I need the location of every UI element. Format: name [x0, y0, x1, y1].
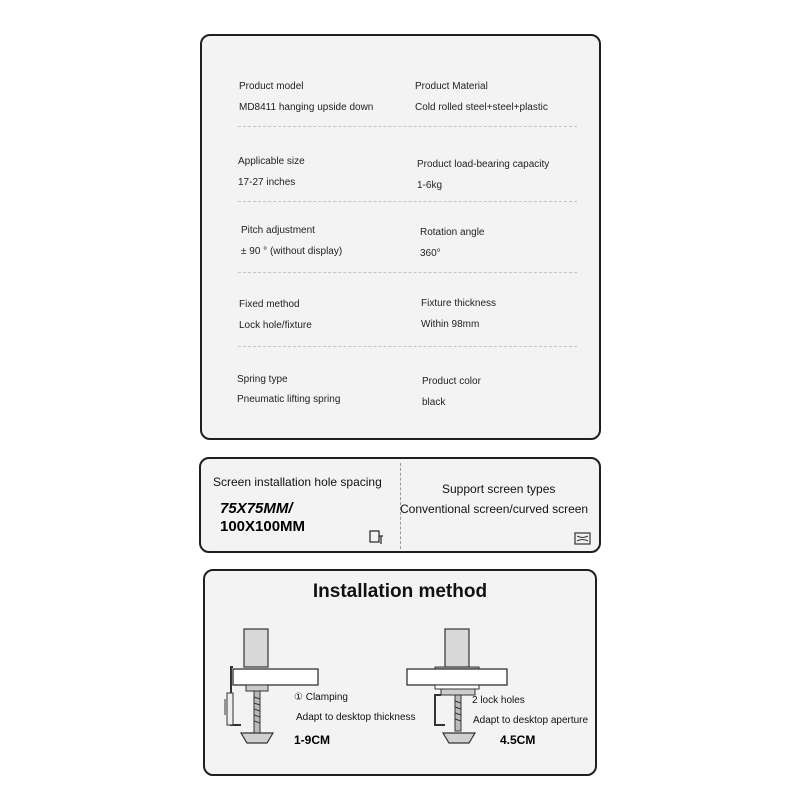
- divider: [238, 126, 577, 127]
- hole-spacing-value-2: 100X100MM: [220, 518, 306, 535]
- divider: [238, 272, 577, 273]
- spec-value: 1-6kg: [417, 180, 443, 191]
- clamp-diagram: [219, 629, 299, 755]
- hole-label: 2 lock holes: [472, 695, 525, 706]
- spec-label: Fixed method: [239, 299, 300, 310]
- divider: [238, 201, 577, 202]
- hole-spacing-title: Screen installation hole spacing: [213, 475, 382, 489]
- clamp-desc: Adapt to desktop thickness: [296, 712, 416, 723]
- lock-hole-diagram: [405, 629, 515, 755]
- spec-value: Pneumatic lifting spring: [237, 394, 341, 405]
- spec-label: Pitch adjustment: [241, 225, 315, 236]
- spec-label: Product model: [239, 81, 304, 92]
- curved-screen-icon: [574, 532, 591, 545]
- spec-value: 360°: [420, 248, 441, 259]
- spec-value: black: [422, 397, 446, 408]
- clamp-range: 1-9CM: [294, 733, 331, 747]
- hole-spacing-value-1: 75X75MM/: [220, 500, 293, 517]
- spec-label: Fixture thickness: [421, 298, 497, 309]
- screen-info-panel: [199, 457, 601, 553]
- screen-types-title: Support screen types: [442, 482, 556, 496]
- spec-value: ± 90 ° (without display): [241, 246, 343, 257]
- hole-desc: Adapt to desktop aperture: [473, 715, 589, 726]
- spec-label: Product Material: [415, 81, 488, 92]
- spec-value: Cold rolled steel+steel+plastic: [415, 102, 548, 113]
- installation-panel: [203, 569, 597, 776]
- screen-types-value: Conventional screen/curved screen: [400, 502, 589, 516]
- spec-value: 17-27 inches: [238, 177, 296, 188]
- divider: [238, 346, 577, 347]
- spec-label: Product color: [422, 376, 481, 387]
- spec-label: Applicable size: [238, 156, 305, 167]
- spec-label: Product load-bearing capacity: [417, 159, 550, 170]
- spec-label: Spring type: [237, 374, 288, 385]
- specs-panel: [200, 34, 601, 440]
- spec-value: Lock hole/fixture: [239, 320, 312, 331]
- installation-title: Installation method: [312, 581, 488, 602]
- spec-value: MD8411 hanging upside down: [239, 102, 374, 113]
- hole-range: 4.5CM: [500, 733, 536, 747]
- clamp-label: ① Clamping: [294, 692, 348, 703]
- spec-value: Within 98mm: [421, 319, 480, 330]
- spec-label: Rotation angle: [420, 227, 485, 238]
- monitor-mount-icon: [369, 530, 385, 546]
